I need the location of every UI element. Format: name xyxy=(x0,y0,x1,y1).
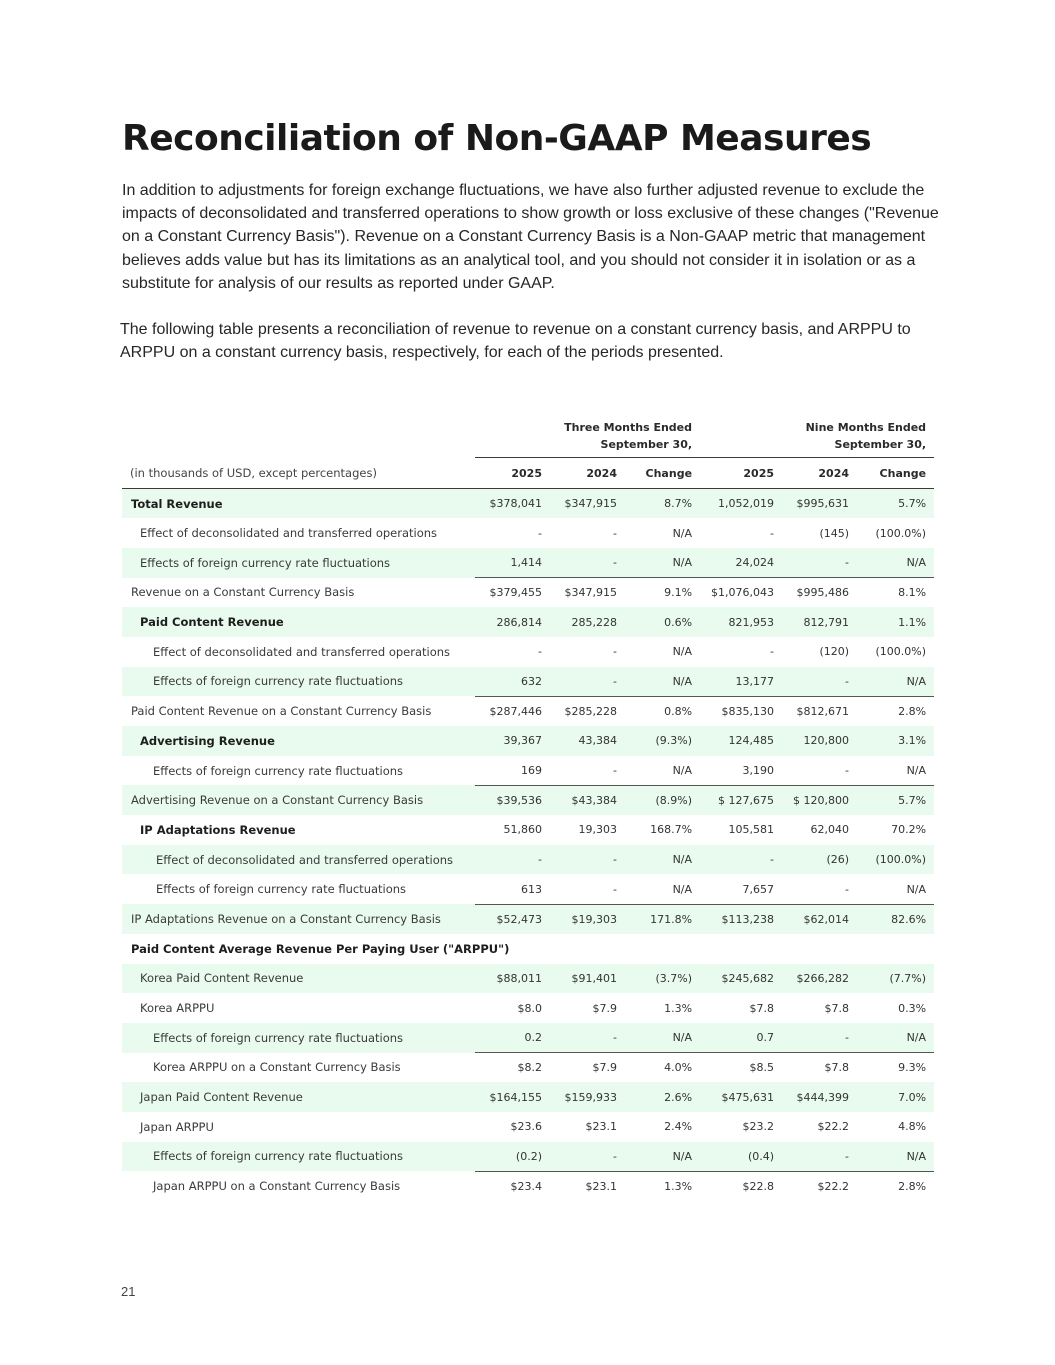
table-cell: 39,367 xyxy=(475,726,550,756)
table-cell: 2.4% xyxy=(664,1120,693,1134)
table-cell: $23.4 xyxy=(510,1179,542,1193)
table-cell: - xyxy=(782,548,857,578)
reconciliation-table xyxy=(122,409,934,1201)
table-cell: $7.8 xyxy=(824,1061,850,1075)
table-cell xyxy=(625,934,700,964)
table-cell: N/A xyxy=(857,756,934,786)
table-cell: 4.0% xyxy=(664,1061,693,1075)
table-cell: $444,399 xyxy=(782,1082,857,1112)
table-cell: 3.1% xyxy=(857,726,934,756)
row-label: IP Adaptations Revenue xyxy=(140,822,296,837)
table-cell: N/A xyxy=(625,874,700,904)
row-label: Advertising Revenue xyxy=(122,726,475,756)
table-cell: N/A xyxy=(625,756,700,786)
table-cell: - xyxy=(538,645,542,659)
units-label: (in thousands of USD, except percentages) xyxy=(122,458,475,489)
table-row xyxy=(122,726,934,756)
column-header: 2024 xyxy=(550,458,625,489)
table-row xyxy=(122,1053,934,1083)
table-cell: $23.6 xyxy=(510,1120,542,1134)
table-cell: 812,791 xyxy=(782,607,857,637)
table-cell: $23.1 xyxy=(585,1179,617,1193)
row-label: Paid Content Revenue on a Constant Currency Basis xyxy=(131,704,432,719)
table-cell: 2.8% xyxy=(898,704,927,718)
table-cell: $164,155 xyxy=(475,1082,550,1112)
table-cell: $475,631 xyxy=(700,1082,782,1112)
row-label: Japan ARPPU on a Constant Currency Basis xyxy=(153,1179,401,1194)
table-row xyxy=(122,964,934,994)
table-cell: - xyxy=(550,874,625,904)
table-cell: $22.2 xyxy=(817,1120,850,1134)
table-row xyxy=(122,667,934,697)
table-cell: $22.2 xyxy=(817,1179,850,1193)
table-cell: $379,455 xyxy=(489,586,542,600)
table-cell: - xyxy=(475,845,550,875)
table-cell: N/A xyxy=(625,548,700,578)
table-cell: 4.8% xyxy=(898,1120,927,1134)
row-label: Effects of foreign currency rate fluctuations xyxy=(122,1142,475,1172)
table-cell: 9.1% xyxy=(664,586,693,600)
table-cell: $159,933 xyxy=(550,1082,625,1112)
table-cell: 1.3% xyxy=(664,1179,693,1193)
table-cell: $23.2 xyxy=(742,1120,775,1134)
table-cell: (9.3%) xyxy=(625,726,700,756)
three-months-period-header: Three Months Ended September 30, xyxy=(475,409,700,458)
row-label: Effects of foreign currency rate fluctuations xyxy=(122,1023,475,1053)
table-cell: (120) xyxy=(819,645,850,659)
table-cell: 0.3% xyxy=(898,1001,927,1015)
table-cell: - xyxy=(550,1023,625,1053)
table-row xyxy=(122,1142,934,1172)
table-cell: 82.6% xyxy=(857,904,934,934)
table-cell: 8.1% xyxy=(898,586,927,600)
table-cell: $52,473 xyxy=(475,904,550,934)
row-label: Effects of foreign currency rate fluctuations xyxy=(153,763,404,778)
table-row xyxy=(122,518,934,548)
table-row xyxy=(122,489,934,519)
table-cell: N/A xyxy=(857,1023,934,1053)
table-cell: $23.1 xyxy=(585,1120,617,1134)
table-row xyxy=(122,1082,934,1112)
table-cell: $ 127,675 xyxy=(700,785,782,815)
table-cell: 51,860 xyxy=(503,823,542,837)
table-cell: 0.8% xyxy=(664,704,693,718)
nine-months-period-header: Nine Months Ended September 30, xyxy=(700,409,934,458)
row-label: Effect of deconsolidated and transferred operations xyxy=(140,526,438,541)
column-header-row xyxy=(122,458,934,489)
table-cell: $285,228 xyxy=(564,704,617,718)
table-row xyxy=(122,785,934,815)
table-cell: N/A xyxy=(625,1142,700,1172)
table-cell: (145) xyxy=(819,526,850,540)
table-cell: $62,014 xyxy=(782,904,857,934)
period-header-row xyxy=(122,409,934,458)
table-cell: N/A xyxy=(672,526,693,540)
table-cell: $91,401 xyxy=(550,964,625,994)
table-cell: $8.2 xyxy=(517,1061,542,1075)
table-cell: $7.9 xyxy=(592,1061,617,1075)
table-cell: 1,052,019 xyxy=(700,489,782,519)
table-row xyxy=(122,578,934,608)
table-cell: - xyxy=(538,526,542,540)
table-cell: 1,414 xyxy=(475,548,550,578)
table-cell: $1,076,043 xyxy=(711,586,775,600)
table-cell: 24,024 xyxy=(700,548,782,578)
table-cell: 5.7% xyxy=(857,785,934,815)
table-cell: N/A xyxy=(625,845,700,875)
table-cell: (7.7%) xyxy=(857,964,934,994)
table-cell: $347,915 xyxy=(564,586,617,600)
column-header: 2025 xyxy=(700,458,782,489)
table-cell: $43,384 xyxy=(550,785,625,815)
table-cell: 43,384 xyxy=(550,726,625,756)
table-cell: $7.8 xyxy=(749,1001,775,1015)
table-cell: $835,130 xyxy=(721,704,775,718)
table-row xyxy=(122,637,934,667)
row-label: Revenue on a Constant Currency Basis xyxy=(131,585,355,600)
table-cell: (8.9%) xyxy=(625,785,700,815)
table-cell: - xyxy=(550,667,625,697)
table-row xyxy=(122,934,934,964)
table-cell: (100.0%) xyxy=(875,526,927,540)
table-cell: - xyxy=(700,845,782,875)
table-cell xyxy=(782,934,857,964)
table-cell: 0.7 xyxy=(700,1023,782,1053)
table-cell: $19,303 xyxy=(550,904,625,934)
table-cell: - xyxy=(613,526,617,540)
table-cell: $113,238 xyxy=(700,904,782,934)
table-cell: N/A xyxy=(625,1023,700,1053)
table-cell: N/A xyxy=(857,548,934,578)
table-row xyxy=(122,904,934,934)
table-cell: 105,581 xyxy=(728,823,775,837)
row-label: Effects of foreign currency rate fluctuations xyxy=(156,882,407,897)
table-row xyxy=(122,607,934,637)
table-cell: - xyxy=(770,526,775,540)
table-cell: 7,657 xyxy=(700,874,782,904)
table-cell: (3.7%) xyxy=(625,964,700,994)
column-header: Change xyxy=(625,458,700,489)
table-cell: (0.4) xyxy=(700,1142,782,1172)
table-cell: 7.0% xyxy=(857,1082,934,1112)
table-cell: $88,011 xyxy=(475,964,550,994)
table-cell: 286,814 xyxy=(475,607,550,637)
table-cell: - xyxy=(782,1142,857,1172)
table-cell: 13,177 xyxy=(700,667,782,697)
table-cell: 8.7% xyxy=(625,489,700,519)
row-label: Japan Paid Content Revenue xyxy=(122,1082,475,1112)
row-label: Effect of deconsolidated and transferred operations xyxy=(122,845,475,875)
page-number: 21 xyxy=(121,1284,136,1299)
row-label: Effect of deconsolidated and transferred operations xyxy=(153,644,451,659)
table-cell: 2.8% xyxy=(898,1179,927,1193)
table-row xyxy=(122,1023,934,1053)
table-cell: - xyxy=(770,645,775,659)
table-cell: 632 xyxy=(475,667,550,697)
table-cell: - xyxy=(782,667,857,697)
table-row xyxy=(122,815,934,845)
table-cell: $7.8 xyxy=(824,1001,850,1015)
table-cell: - xyxy=(782,874,857,904)
page-title: Reconciliation of Non-GAAP Measures xyxy=(122,118,872,159)
table-cell: 169 xyxy=(475,756,550,786)
table-cell: 120,800 xyxy=(782,726,857,756)
table-cell xyxy=(700,934,782,964)
table-row xyxy=(122,1171,934,1201)
column-header: 2024 xyxy=(782,458,857,489)
table-cell: - xyxy=(613,645,617,659)
row-label: Japan ARPPU xyxy=(140,1119,214,1134)
table-cell: 171.8% xyxy=(625,904,700,934)
intro-paragraph: In addition to adjustments for foreign exchange fluctuations, we have also further adjusted revenue to exclude the impacts of deconsolidated and transferred operations to show growth or loss exclusive of these changes ("Revenue on a Constant Currency Basis"). Revenue on a Constant Currency Basis is a Non-GAAP metric that management believes adds value but has its limitations as an analytical tool, and you should not consider it in isolation or as a substitute for analysis of our results as reported under GAAP. xyxy=(122,182,939,292)
table-cell: $812,671 xyxy=(796,704,850,718)
table-cell: $8.0 xyxy=(517,1001,542,1015)
table-cell: (100.0%) xyxy=(875,645,927,659)
table-cell: 62,040 xyxy=(810,823,850,837)
table-cell: N/A xyxy=(857,874,934,904)
table-cell: 821,953 xyxy=(700,607,782,637)
row-label: Effects of foreign currency rate fluctuations xyxy=(122,548,475,578)
table-cell: 9.3% xyxy=(898,1061,927,1075)
table-row xyxy=(122,548,934,578)
table-cell xyxy=(550,934,625,964)
table-cell: (100.0%) xyxy=(857,845,934,875)
table-cell: 285,228 xyxy=(550,607,625,637)
table-cell: - xyxy=(782,756,857,786)
table-cell: $39,536 xyxy=(475,785,550,815)
row-label: IP Adaptations Revenue on a Constant Currency Basis xyxy=(122,904,475,934)
table-row xyxy=(122,756,934,786)
row-label: Effects of foreign currency rate fluctuations xyxy=(122,667,475,697)
table-cell: - xyxy=(782,1023,857,1053)
table-row xyxy=(122,1112,934,1142)
table-cell: 613 xyxy=(475,874,550,904)
table-cell: $995,631 xyxy=(782,489,857,519)
table-row xyxy=(122,874,934,904)
table-cell: - xyxy=(550,845,625,875)
table-cell: N/A xyxy=(857,1142,934,1172)
table-intro-paragraph: The following table presents a reconciliation of revenue to revenue on a constant currency basis, and ARPPU to ARPPU on a constant currency basis, respectively, for each of the periods presented. xyxy=(120,321,911,362)
table-cell: 5.7% xyxy=(857,489,934,519)
table-cell: 0.2 xyxy=(475,1023,550,1053)
table-row xyxy=(122,696,934,726)
table-cell: $22.8 xyxy=(742,1179,775,1193)
table-cell: 1.3% xyxy=(664,1001,693,1015)
table-cell: - xyxy=(550,1142,625,1172)
table-row xyxy=(122,845,934,875)
table-cell: (26) xyxy=(782,845,857,875)
table-row xyxy=(122,993,934,1023)
table-cell: $347,915 xyxy=(550,489,625,519)
row-label: Paid Content Revenue xyxy=(122,607,475,637)
table-cell: N/A xyxy=(672,645,693,659)
table-cell: $8.5 xyxy=(749,1061,775,1075)
column-header: 2025 xyxy=(475,458,550,489)
table-cell: 70.2% xyxy=(891,823,927,837)
table-cell: $ 120,800 xyxy=(782,785,857,815)
table-cell: $378,041 xyxy=(475,489,550,519)
row-label: Total Revenue xyxy=(122,489,475,519)
row-label: Advertising Revenue on a Constant Currency Basis xyxy=(122,785,475,815)
table-cell: 1.1% xyxy=(857,607,934,637)
table-cell: (0.2) xyxy=(475,1142,550,1172)
row-label: Korea ARPPU xyxy=(140,1001,215,1016)
table-cell: $995,486 xyxy=(796,586,850,600)
table-cell: 124,485 xyxy=(700,726,782,756)
table-cell: 3,190 xyxy=(700,756,782,786)
table-cell: $245,682 xyxy=(700,964,782,994)
table-cell: 2.6% xyxy=(625,1082,700,1112)
table-cell: N/A xyxy=(625,667,700,697)
table-cell: - xyxy=(550,548,625,578)
table-cell xyxy=(857,934,934,964)
table-cell: $287,446 xyxy=(489,704,542,718)
table-cell: N/A xyxy=(857,667,934,697)
table-cell: $7.9 xyxy=(592,1001,617,1015)
table-cell: 168.7% xyxy=(650,823,693,837)
row-label: Korea Paid Content Revenue xyxy=(122,964,475,994)
column-header: Change xyxy=(857,458,934,489)
row-label: Paid Content Average Revenue Per Paying User ("ARPPU") xyxy=(131,941,510,956)
table-cell: $266,282 xyxy=(782,964,857,994)
table-cell: 19,303 xyxy=(578,823,617,837)
row-label: Korea ARPPU on a Constant Currency Basis xyxy=(153,1060,401,1075)
table-cell: 0.6% xyxy=(625,607,700,637)
table-cell: - xyxy=(550,756,625,786)
